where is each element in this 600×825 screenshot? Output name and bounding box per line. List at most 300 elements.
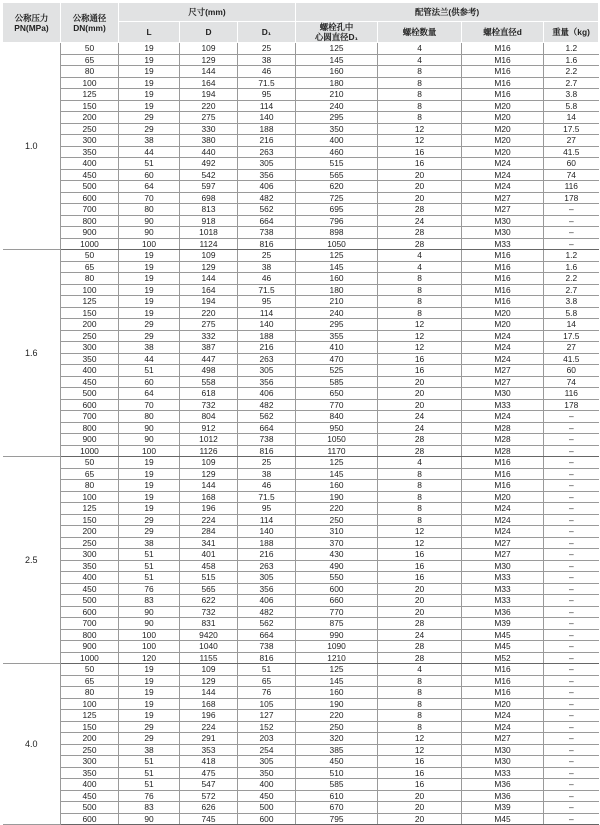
dn-cell: 400 [61,779,119,791]
weight-cell: – [544,457,599,469]
dn-cell: 100 [61,491,119,503]
dn-cell: 400 [61,365,119,377]
l-cell: 29 [119,733,180,745]
table-row [3,388,599,400]
d1-cell: 738 [238,641,296,653]
d1-cell: 140 [238,112,296,124]
col-d-header: D [180,22,238,43]
l-cell: 29 [119,514,180,526]
d-cell: 220 [180,307,238,319]
l-cell: 90 [119,422,180,434]
l-cell: 51 [119,767,180,779]
bolt-count-cell: 8 [378,100,462,112]
bolt-circle-cell: 1090 [296,641,378,653]
l-cell: 29 [119,526,180,538]
bolt-circle-cell: 295 [296,112,378,124]
d1-cell: 356 [238,376,296,388]
pn-value: 4.0 [3,664,61,825]
weight-cell: 74 [544,376,599,388]
d1-cell: 305 [238,572,296,584]
bolt-dia-cell: M16 [462,43,544,55]
bolt-dia-cell: M24 [462,710,544,722]
bolt-count-cell: 8 [378,503,462,515]
d1-cell: 356 [238,583,296,595]
l-cell: 19 [119,250,180,262]
bolt-circle-cell: 295 [296,319,378,331]
bolt-circle-cell: 460 [296,146,378,158]
bolt-circle-cell: 145 [296,468,378,480]
d-cell: 109 [180,457,238,469]
bolt-circle-cell: 770 [296,606,378,618]
table-row [3,215,599,227]
bolt-count-cell: 4 [378,261,462,273]
dn-cell: 350 [61,767,119,779]
table-row [3,365,599,377]
table-row [3,595,599,607]
l-cell: 51 [119,549,180,561]
dn-cell: 125 [61,296,119,308]
bolt-dia-cell: M24 [462,169,544,181]
l-cell: 19 [119,307,180,319]
weight-cell: 1.2 [544,250,599,262]
l-cell: 90 [119,813,180,825]
bolt-count-cell: 8 [378,721,462,733]
table-row [3,192,599,204]
bolt-count-cell: 8 [378,710,462,722]
bolt-count-cell: 12 [378,135,462,147]
pn-header: 公称压力 PN(MPa) [3,3,61,43]
bolt-count-cell: 20 [378,606,462,618]
table-row [3,273,599,285]
bolt-dia-cell: M27 [462,549,544,561]
d-cell: 224 [180,721,238,733]
weight-cell: – [544,652,599,664]
dn-cell: 800 [61,422,119,434]
l-cell: 64 [119,388,180,400]
bolt-count-cell: 28 [378,618,462,630]
bolt-dia-cell: M24 [462,411,544,423]
table-row [3,330,599,342]
dn-cell: 200 [61,733,119,745]
bolt-dia-cell: M30 [462,227,544,239]
bolt-dia-cell: M27 [462,537,544,549]
bolt-dia-cell: M33 [462,238,544,250]
weight-cell: – [544,537,599,549]
bolt-dia-cell: M27 [462,376,544,388]
d-cell: 745 [180,813,238,825]
d-cell: 144 [180,273,238,285]
d-cell: 475 [180,767,238,779]
weight-cell: – [544,744,599,756]
bolt-count-cell: 28 [378,434,462,446]
d-cell: 109 [180,664,238,676]
bolt-count-cell: 16 [378,158,462,170]
table-header [3,3,599,43]
dn-cell: 125 [61,89,119,101]
weight-cell: 116 [544,388,599,400]
table-row [3,744,599,756]
d1-cell: 46 [238,66,296,78]
table-row [3,767,599,779]
table-row [3,790,599,802]
dn-cell: 450 [61,790,119,802]
bolt-dia-cell: M33 [462,767,544,779]
d-cell: 194 [180,296,238,308]
dn-cell: 600 [61,813,119,825]
l-cell: 44 [119,146,180,158]
bolt-circle-cell: 585 [296,779,378,791]
d-cell: 129 [180,468,238,480]
table-row [3,526,599,538]
dn-cell: 200 [61,112,119,124]
d-cell: 194 [180,89,238,101]
bolt-dia-cell: M52 [462,652,544,664]
bolt-circle-cell: 600 [296,583,378,595]
bolt-dia-cell: M30 [462,756,544,768]
d1-cell: 127 [238,710,296,722]
d1-cell: 71.5 [238,77,296,89]
l-cell: 19 [119,675,180,687]
d1-cell: 263 [238,560,296,572]
d1-cell: 25 [238,43,296,55]
bolt-dia-cell: M27 [462,733,544,745]
bolt-dia-cell: M39 [462,618,544,630]
d-cell: 597 [180,181,238,193]
bolt-count-cell: 28 [378,641,462,653]
weight-cell: – [544,445,599,457]
bolt-count-cell: 20 [378,388,462,400]
bolt-circle-cell: 950 [296,422,378,434]
bolt-circle-cell: 210 [296,89,378,101]
bolt-circle-cell: 240 [296,100,378,112]
d1-cell: 38 [238,468,296,480]
table-row [3,675,599,687]
bolt-dia-cell: M24 [462,342,544,354]
l-cell: 38 [119,537,180,549]
d-cell: 831 [180,618,238,630]
d-cell: 1012 [180,434,238,446]
bolt-dia-cell: M33 [462,572,544,584]
d1-cell: 105 [238,698,296,710]
bolt-count-cell: 28 [378,227,462,239]
dn-cell: 50 [61,664,119,676]
bolt-dia-cell: M16 [462,273,544,285]
table-row [3,779,599,791]
bolt-count-cell: 12 [378,537,462,549]
bolt-circle-cell: 840 [296,411,378,423]
l-cell: 19 [119,43,180,55]
bolt-dia-cell: M30 [462,388,544,400]
dn-cell: 65 [61,54,119,66]
bolt-dia-cell: M16 [462,250,544,262]
d1-cell: 482 [238,399,296,411]
l-cell: 29 [119,330,180,342]
d1-cell: 216 [238,549,296,561]
bolt-dia-cell: M16 [462,284,544,296]
d-cell: 626 [180,802,238,814]
table-row [3,296,599,308]
bolt-dia-cell: M16 [462,675,544,687]
col-bolt-dia-header: 螺栓直径d [462,22,544,43]
d1-cell: 216 [238,342,296,354]
bolt-circle-cell: 190 [296,698,378,710]
bolt-circle-cell: 350 [296,123,378,135]
d1-cell: 816 [238,238,296,250]
bolt-circle-cell: 410 [296,342,378,354]
l-cell: 90 [119,215,180,227]
bolt-count-cell: 20 [378,802,462,814]
bolt-circle-cell: 1210 [296,652,378,664]
bolt-count-cell: 16 [378,353,462,365]
bolt-count-cell: 4 [378,43,462,55]
l-cell: 19 [119,296,180,308]
table-row [3,123,599,135]
d-cell: 387 [180,342,238,354]
weight-cell: – [544,422,599,434]
bolt-dia-cell: M20 [462,307,544,319]
table-row [3,112,599,124]
l-cell: 19 [119,698,180,710]
bolt-circle-cell: 160 [296,273,378,285]
d1-cell: 400 [238,779,296,791]
weight-cell: – [544,641,599,653]
pn-group [3,457,599,664]
weight-cell: 60 [544,365,599,377]
d-cell: 418 [180,756,238,768]
bolt-count-cell: 28 [378,445,462,457]
d1-cell: 114 [238,514,296,526]
bolt-dia-cell: M36 [462,606,544,618]
dimensions-header: 尺寸(mm) [119,3,296,22]
bolt-dia-cell: M33 [462,399,544,411]
weight-cell: – [544,583,599,595]
bolt-dia-cell: M16 [462,261,544,273]
d1-cell: 114 [238,307,296,319]
table-row [3,583,599,595]
table-row [3,445,599,457]
table-row [3,813,599,825]
bolt-circle-cell: 620 [296,181,378,193]
l-cell: 83 [119,802,180,814]
l-cell: 100 [119,641,180,653]
bolt-circle-cell: 180 [296,77,378,89]
table-row [3,376,599,388]
l-cell: 60 [119,169,180,181]
l-cell: 70 [119,192,180,204]
weight-cell: – [544,204,599,216]
table-row [3,411,599,423]
bolt-count-cell: 8 [378,687,462,699]
d-cell: 129 [180,675,238,687]
weight-cell: – [544,721,599,733]
d-cell: 618 [180,388,238,400]
table-row [3,307,599,319]
weight-cell: – [544,733,599,745]
bolt-count-cell: 24 [378,411,462,423]
d-cell: 1155 [180,652,238,664]
l-cell: 38 [119,135,180,147]
bolt-circle-cell: 510 [296,767,378,779]
bolt-dia-cell: M36 [462,790,544,802]
bolt-circle-cell: 145 [296,261,378,273]
bolt-dia-cell: M20 [462,698,544,710]
d-cell: 565 [180,583,238,595]
bolt-count-cell: 12 [378,526,462,538]
bolt-circle-cell: 190 [296,491,378,503]
weight-cell: 178 [544,192,599,204]
bolt-count-cell: 12 [378,319,462,331]
bolt-circle-cell: 795 [296,813,378,825]
bolt-dia-cell: M16 [462,54,544,66]
l-cell: 19 [119,710,180,722]
d1-cell: 562 [238,618,296,630]
bolt-circle-cell: 515 [296,158,378,170]
d-cell: 129 [180,261,238,273]
weight-cell: 17.5 [544,123,599,135]
bolt-dia-cell: M28 [462,422,544,434]
dn-cell: 100 [61,698,119,710]
l-cell: 29 [119,319,180,331]
l-cell: 90 [119,618,180,630]
d-cell: 918 [180,215,238,227]
l-cell: 83 [119,595,180,607]
weight-cell: 27 [544,342,599,354]
bolt-circle-cell: 898 [296,227,378,239]
weight-cell: – [544,560,599,572]
bolt-count-cell: 8 [378,491,462,503]
table-row [3,100,599,112]
l-cell: 70 [119,399,180,411]
table-row [3,756,599,768]
bolt-count-cell: 8 [378,273,462,285]
bolt-count-cell: 4 [378,664,462,676]
dn-cell: 150 [61,100,119,112]
dn-cell: 250 [61,123,119,135]
dn-cell: 50 [61,250,119,262]
weight-cell: – [544,572,599,584]
d-cell: 168 [180,698,238,710]
dn-cell: 80 [61,480,119,492]
col-weight-header: 重量（kg) [544,22,599,43]
weight-cell: – [544,802,599,814]
d1-cell: 76 [238,687,296,699]
d1-cell: 254 [238,744,296,756]
weight-cell: – [544,526,599,538]
d1-cell: 95 [238,503,296,515]
bolt-dia-cell: M16 [462,89,544,101]
pn-group [3,250,599,457]
bolt-count-cell: 24 [378,422,462,434]
bolt-dia-cell: M45 [462,813,544,825]
dn-cell: 600 [61,399,119,411]
dn-cell: 900 [61,227,119,239]
d-cell: 164 [180,284,238,296]
l-cell: 90 [119,227,180,239]
bolt-dia-cell: M16 [462,77,544,89]
bolt-circle-cell: 670 [296,802,378,814]
d-cell: 168 [180,491,238,503]
bolt-circle-cell: 240 [296,307,378,319]
weight-cell: 3.8 [544,296,599,308]
bolt-dia-cell: M33 [462,583,544,595]
d1-cell: 188 [238,330,296,342]
d1-cell: 482 [238,192,296,204]
d-cell: 558 [180,376,238,388]
dn-cell: 500 [61,181,119,193]
table-row [3,664,599,676]
l-cell: 19 [119,54,180,66]
d1-cell: 816 [238,445,296,457]
dn-cell: 100 [61,284,119,296]
pn-group [3,43,599,250]
bolt-count-cell: 8 [378,468,462,480]
table-row [3,238,599,250]
weight-cell: 2.7 [544,77,599,89]
l-cell: 80 [119,411,180,423]
d-cell: 330 [180,123,238,135]
d1-cell: 482 [238,606,296,618]
bolt-dia-cell: M20 [462,100,544,112]
dn-cell: 800 [61,629,119,641]
bolt-circle-cell: 220 [296,710,378,722]
dn-cell: 1000 [61,445,119,457]
bolt-circle-cell: 385 [296,744,378,756]
weight-cell: 1.6 [544,261,599,273]
l-cell: 100 [119,238,180,250]
d-cell: 275 [180,112,238,124]
bolt-dia-cell: M45 [462,629,544,641]
table-row [3,572,599,584]
bolt-count-cell: 20 [378,192,462,204]
bolt-circle-cell: 125 [296,457,378,469]
bolt-count-cell: 16 [378,779,462,791]
d1-cell: 188 [238,123,296,135]
bolt-dia-cell: M16 [462,66,544,78]
dn-cell: 80 [61,66,119,78]
bolt-count-cell: 8 [378,89,462,101]
bolt-dia-cell: M30 [462,560,544,572]
bolt-dia-cell: M20 [462,491,544,503]
valve-spec-table [2,2,599,825]
dn-cell: 350 [61,560,119,572]
bolt-circle-cell: 145 [296,54,378,66]
l-cell: 64 [119,181,180,193]
table-row [3,227,599,239]
bolt-dia-cell: M39 [462,802,544,814]
table-row [3,480,599,492]
bolt-circle-cell: 160 [296,480,378,492]
bolt-dia-cell: M20 [462,123,544,135]
weight-cell: – [544,687,599,699]
dn-cell: 350 [61,146,119,158]
col-bolt-circle-header: 螺栓孔中 心圆直径D₁ [296,22,378,43]
table-row [3,158,599,170]
bolt-circle-cell: 400 [296,135,378,147]
bolt-circle-cell: 180 [296,284,378,296]
d1-cell: 25 [238,250,296,262]
weight-cell: – [544,698,599,710]
d1-cell: 600 [238,813,296,825]
weight-cell: – [544,618,599,630]
d1-cell: 51 [238,664,296,676]
d-cell: 698 [180,192,238,204]
bolt-circle-cell: 490 [296,560,378,572]
bolt-circle-cell: 220 [296,503,378,515]
d-cell: 109 [180,43,238,55]
weight-cell: – [544,503,599,515]
d1-cell: 406 [238,388,296,400]
table-row [3,54,599,66]
